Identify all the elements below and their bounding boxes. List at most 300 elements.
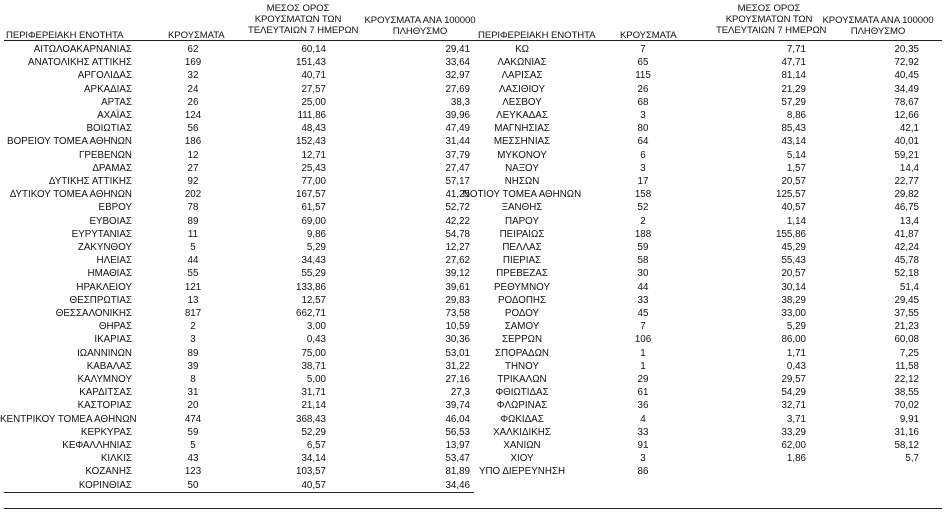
page-bottom-rule	[4, 508, 942, 509]
right-region-cell: ΦΩΚΙΔΑΣ	[500, 413, 544, 425]
right-avg-7day-cell: 32,71	[781, 400, 806, 412]
right-region-cell: ΜΕΣΣΗΝΙΑΣ	[493, 136, 551, 148]
right-avg-7day-cell: 33,00	[781, 308, 806, 319]
table-row	[0, 96, 947, 109]
left-cases-cell: 817	[184, 308, 202, 319]
right-per-100k-cell: 46,75	[894, 202, 919, 214]
left-cases-cell: 89	[187, 347, 199, 359]
right-avg-7day-cell: 57,29	[781, 96, 806, 108]
table-row	[0, 452, 947, 465]
right-cases-cell: 86	[637, 466, 649, 478]
right-per-100k-cell: 9,91	[899, 413, 919, 425]
left-table-bottom-rule	[4, 492, 474, 493]
left-cases-cell: 169	[184, 57, 202, 69]
right-header-cases: ΚΡΟΥΣΜΑΤΑ	[620, 30, 677, 41]
left-cases-cell: 123	[184, 466, 202, 478]
left-avg-7day-cell: 40,71	[301, 70, 326, 82]
right-region-cell: ΧΙΟΥ	[510, 453, 534, 465]
right-avg-7day-cell: 20,57	[781, 268, 806, 280]
right-cases-cell: 4	[640, 413, 646, 425]
right-avg-7day-cell: 1,14	[786, 215, 806, 227]
left-per-100k-cell: 81,89	[445, 466, 470, 478]
right-avg-7day-cell: 86,00	[781, 334, 806, 346]
left-per-100k-cell: 31,22	[445, 360, 470, 372]
table-row	[0, 228, 947, 241]
left-per-100k-cell: 37,79	[445, 149, 470, 161]
right-region-cell: ΝΑΞΟΥ	[505, 162, 539, 174]
right-avg-7day-cell: 1,71	[786, 347, 806, 359]
left-region-cell: ΑΧΑΪΑΣ	[97, 110, 132, 121]
left-cases-cell: 31	[187, 387, 199, 399]
table-row	[0, 386, 947, 399]
left-avg-7day-cell: 167,57	[296, 189, 326, 201]
left-cases-cell: 2	[190, 321, 196, 333]
left-per-100k-cell: 56,53	[445, 426, 470, 438]
right-per-100k-cell: 40,45	[894, 70, 919, 82]
right-cases-cell: 33	[637, 294, 649, 306]
right-region-cell: ΣΑΜΟΥ	[504, 321, 540, 333]
right-avg-7day-cell: 0,43	[786, 360, 806, 372]
left-header-avg-line1: ΜΕΣΟΣ ΟΡΟΣ	[266, 3, 330, 14]
left-cases-cell: 44	[187, 255, 199, 267]
left-avg-7day-cell: 662,71	[296, 308, 326, 319]
left-header-per-line2: ΠΛΗΘΥΣΜΟ	[392, 26, 448, 37]
left-avg-7day-cell: 103,57	[296, 466, 326, 478]
left-region-cell: ΗΜΑΘΙΑΣ	[87, 268, 132, 280]
left-per-100k-cell: 34,46	[445, 479, 470, 491]
left-avg-7day-cell: 60,14	[301, 44, 326, 55]
left-avg-7day-cell: 52,29	[301, 426, 326, 438]
left-per-100k-cell: 39,74	[445, 400, 470, 412]
table-row	[0, 307, 947, 320]
right-region-cell: ΡΟΔΟΠΗΣ	[497, 294, 547, 306]
left-region-cell: ΓΡΕΒΕΝΩΝ	[78, 149, 132, 161]
left-per-100k-cell: 39,12	[445, 268, 470, 280]
right-per-100k-cell: 7,25	[899, 347, 919, 359]
left-region-cell: ΑΡΤΑΣ	[101, 96, 132, 108]
right-cases-cell: 33	[637, 426, 649, 438]
left-region-cell: ΘΗΡΑΣ	[98, 321, 132, 333]
left-per-100k-cell: 27,62	[445, 255, 470, 267]
right-avg-7day-cell: 43,14	[781, 136, 806, 148]
right-cases-cell: 45	[637, 308, 649, 319]
left-region-cell: ΑΙΤΩΛΟΑΚΑΡΝΑΝΙΑΣ	[33, 44, 132, 55]
left-avg-7day-cell: 12,71	[301, 149, 326, 161]
left-region-cell: ΚΙΛΚΙΣ	[100, 453, 132, 465]
right-header-avg-line1: ΜΕΣΟΣ ΟΡΟΣ	[737, 3, 801, 14]
right-avg-7day-cell: 47,71	[781, 57, 806, 69]
left-region-cell: ΚΕΡΚΥΡΑΣ	[80, 426, 132, 438]
left-cases-cell: 39	[187, 360, 199, 372]
left-avg-7day-cell: 25,00	[301, 96, 326, 108]
right-region-cell: ΝΟΤΙΟΥ ΤΟΜΕΑ ΑΘΗΝΩΝ	[462, 189, 582, 201]
left-header-cases: ΚΡΟΥΣΜΑΤΑ	[168, 30, 225, 41]
right-region-cell: ΜΑΓΝΗΣΙΑΣ	[494, 123, 550, 135]
right-region-cell: ΞΑΝΘΗΣ	[501, 202, 543, 214]
left-region-cell: ΔΡΑΜΑΣ	[92, 162, 132, 174]
left-header-avg-line2: ΚΡΟΥΣΜΑΤΩΝ ΤΩΝ	[254, 14, 342, 25]
left-per-100k-cell: 41,25	[445, 189, 470, 201]
left-per-100k-cell: 29,83	[445, 294, 470, 306]
table-row	[0, 281, 947, 294]
left-region-cell: ΘΕΣΠΡΩΤΙΑΣ	[69, 294, 132, 306]
right-per-100k-cell: 52,18	[894, 268, 919, 280]
left-region-cell: ΒΟΡΕΙΟΥ ΤΟΜΕΑ ΑΘΗΝΩΝ	[7, 136, 132, 148]
right-per-100k-cell: 22,77	[894, 176, 919, 187]
right-region-cell: ΡΟΔΟΥ	[504, 308, 540, 319]
left-cases-cell: 27	[187, 162, 199, 174]
right-cases-cell: 3	[640, 162, 646, 174]
left-avg-7day-cell: 48,43	[301, 123, 326, 135]
left-per-100k-cell: 39,96	[445, 110, 470, 121]
right-cases-cell: 36	[637, 400, 649, 412]
right-cases-cell: 68	[637, 96, 649, 108]
right-per-100k-cell: 42,1	[899, 123, 919, 135]
right-cases-cell: 3	[640, 453, 646, 465]
left-avg-7day-cell: 38,71	[301, 360, 326, 372]
left-per-100k-cell: 13,97	[445, 440, 470, 451]
right-header-avg-line3: ΤΕΛΕΥΤΑΙΩΝ 7 ΗΜΕΡΩΝ	[716, 25, 827, 36]
right-avg-7day-cell: 85,43	[781, 123, 806, 135]
left-per-100k-cell: 27,47	[445, 162, 470, 174]
right-cases-cell: 44	[637, 281, 649, 293]
left-avg-7day-cell: 12,57	[301, 294, 326, 306]
left-avg-7day-cell: 133,86	[296, 281, 326, 293]
table-row	[0, 135, 947, 148]
table-row	[0, 426, 947, 439]
left-cases-cell: 8	[190, 374, 196, 385]
right-region-cell: ΤΗΝΟΥ	[505, 360, 539, 372]
right-cases-cell: 1	[640, 347, 646, 359]
right-per-100k-cell: 13,4	[899, 215, 919, 227]
right-region-cell: ΣΕΡΡΩΝ	[501, 334, 543, 346]
right-per-100k-cell: 45,78	[894, 255, 919, 267]
left-avg-7day-cell: 152,43	[296, 136, 326, 148]
right-cases-cell: 7	[640, 321, 646, 333]
left-per-100k-cell: 38,3	[450, 96, 470, 108]
left-per-100k-cell: 12,27	[445, 242, 470, 253]
left-avg-7day-cell: 69,00	[301, 215, 326, 227]
left-avg-7day-cell: 21,14	[301, 400, 326, 412]
right-per-100k-cell: 11,58	[895, 360, 919, 372]
left-per-100k-cell: 47,49	[445, 123, 470, 135]
left-per-100k-cell: 54,78	[445, 228, 470, 240]
right-per-100k-cell: 37,55	[894, 308, 919, 319]
table-row	[0, 215, 947, 228]
left-per-100k-cell: 53,01	[445, 347, 470, 359]
header-divider	[4, 40, 942, 41]
right-avg-7day-cell: 45,29	[781, 242, 806, 253]
right-cases-cell: 61	[637, 387, 649, 399]
right-per-100k-cell: 5,7	[905, 453, 919, 465]
right-cases-cell: 64	[637, 136, 649, 148]
right-cases-cell: 106	[634, 334, 652, 346]
left-region-cell: ΖΑΚΥΝΘΟΥ	[77, 242, 132, 253]
right-avg-7day-cell: 20,57	[781, 176, 806, 187]
right-per-100k-cell: 14,4	[899, 162, 919, 174]
left-per-100k-cell: 33,64	[445, 57, 470, 69]
left-header-avg-line3: ΤΕΛΕΥΤΑΙΩΝ 7 ΗΜΕΡΩΝ	[248, 25, 359, 36]
right-per-100k-cell: 78,67	[894, 96, 919, 108]
right-region-cell: ΠΑΡΟΥ	[505, 215, 539, 227]
table-row	[0, 162, 947, 175]
right-avg-7day-cell: 125,57	[776, 189, 806, 201]
left-per-100k-cell: 39,61	[445, 281, 470, 293]
table-row	[0, 465, 947, 478]
table-row	[0, 333, 947, 346]
left-avg-7day-cell: 0,43	[306, 334, 326, 346]
left-avg-7day-cell: 34,14	[301, 453, 326, 465]
right-per-100k-cell: 59,21	[894, 149, 919, 161]
left-per-100k-cell: 31,44	[445, 136, 470, 148]
right-region-cell: ΧΑΛΚΙΔΙΚΗΣ	[493, 426, 551, 438]
left-per-100k-cell: 27,3	[450, 387, 470, 399]
left-avg-7day-cell: 111,86	[297, 110, 326, 121]
left-header-region: ΠΕΡΙΦΕΡΕΙΑΚΗ ΕΝΟΤΗΤΑ	[6, 30, 124, 41]
left-region-cell: ΔΥΤΙΚΗΣ ΑΤΤΙΚΗΣ	[48, 176, 132, 187]
table-row	[0, 241, 947, 254]
right-per-100k-cell: 60,08	[894, 334, 919, 346]
left-cases-cell: 32	[187, 70, 199, 82]
left-header-per-line1: ΚΡΟΥΣΜΑΤΑ ΑΝΑ 100000	[364, 15, 476, 26]
left-cases-cell: 5	[190, 242, 196, 253]
table-row	[0, 175, 947, 188]
right-cases-cell: 6	[640, 149, 646, 161]
table-row	[0, 122, 947, 135]
right-avg-7day-cell: 33,29	[781, 426, 806, 438]
right-avg-7day-cell: 54,29	[781, 387, 806, 399]
right-per-100k-cell: 29,82	[894, 189, 919, 201]
left-per-100k-cell: 30,36	[445, 334, 470, 346]
left-per-100k-cell: 10,59	[445, 321, 470, 333]
left-cases-cell: 24	[187, 83, 199, 95]
right-cases-cell: 91	[637, 440, 649, 451]
left-avg-7day-cell: 151,43	[296, 57, 326, 69]
left-cases-cell: 3	[190, 334, 196, 346]
right-region-cell: ΛΕΥΚΑΔΑΣ	[496, 110, 548, 121]
left-cases-cell: 62	[187, 44, 199, 55]
left-per-100k-cell: 42,22	[445, 215, 470, 227]
right-region-cell: ΠΡΕΒΕΖΑΣ	[496, 268, 548, 280]
left-region-cell: ΚΟΖΑΝΗΣ	[85, 466, 132, 478]
left-avg-7day-cell: 5,29	[306, 242, 326, 253]
right-header-per-line2: ΠΛΗΘΥΣΜΟ	[850, 26, 906, 37]
left-avg-7day-cell: 61,57	[301, 202, 326, 214]
left-region-cell: ΙΚΑΡΙΑΣ	[94, 334, 132, 346]
table-row	[0, 413, 947, 426]
left-cases-cell: 5	[190, 440, 196, 451]
right-per-100k-cell: 31,16	[894, 426, 919, 438]
left-per-100k-cell: 73,58	[445, 308, 470, 319]
right-per-100k-cell: 12,66	[894, 110, 919, 121]
right-per-100k-cell: 20,35	[894, 44, 919, 55]
left-region-cell: ΗΡΑΚΛΕΙΟΥ	[76, 281, 132, 293]
table-row	[0, 373, 947, 386]
left-per-100k-cell: 29,41	[445, 44, 470, 55]
table-row	[0, 254, 947, 267]
table-row	[0, 294, 947, 307]
right-avg-7day-cell: 1,86	[786, 453, 806, 465]
left-avg-7day-cell: 55,29	[301, 268, 326, 280]
left-region-cell: ΚΑΒΑΛΑΣ	[86, 360, 132, 372]
left-cases-cell: 26	[187, 96, 199, 108]
right-region-cell: ΛΑΚΩΝΙΑΣ	[497, 57, 547, 69]
right-per-100k-cell: 38,55	[894, 387, 919, 399]
left-region-cell: ΔΥΤΙΚΟΥ ΤΟΜΕΑ ΑΘΗΝΩΝ	[9, 189, 132, 201]
table-row	[0, 109, 947, 122]
right-per-100k-cell: 34,49	[894, 83, 919, 95]
left-cases-cell: 92	[187, 176, 199, 187]
right-region-cell: ΥΠΟ ΔΙΕΡΕΥΝΗΣΗ	[478, 466, 566, 478]
right-region-cell: ΠΕΛΛΑΣ	[502, 242, 542, 253]
right-avg-7day-cell: 5,29	[786, 321, 806, 333]
right-cases-cell: 26	[637, 83, 649, 95]
right-region-cell: ΡΕΘΥΜΝΟΥ	[494, 281, 550, 293]
right-per-100k-cell: 29,45	[894, 294, 919, 306]
left-per-100k-cell: 46,04	[445, 413, 470, 425]
left-cases-cell: 474	[184, 413, 202, 425]
left-per-100k-cell: 27,69	[445, 83, 470, 95]
right-per-100k-cell: 40,01	[894, 136, 919, 148]
right-header-region: ΠΕΡΙΦΕΡΕΙΑΚΗ ΕΝΟΤΗΤΑ	[478, 30, 596, 41]
left-cases-cell: 124	[184, 110, 202, 121]
right-avg-7day-cell: 1,57	[786, 162, 806, 174]
right-avg-7day-cell: 155,86	[776, 228, 806, 240]
right-per-100k-cell: 51,4	[899, 281, 919, 293]
right-per-100k-cell: 70,02	[894, 400, 919, 412]
right-cases-cell: 115	[635, 70, 651, 82]
right-region-cell: ΧΑΝΙΩΝ	[503, 440, 541, 451]
right-avg-7day-cell: 81,14	[781, 70, 806, 82]
right-cases-cell: 59	[637, 242, 649, 253]
left-per-100k-cell: 52,72	[445, 202, 470, 214]
table-row	[0, 479, 947, 492]
table-row	[0, 399, 947, 412]
left-cases-cell: 186	[184, 136, 202, 148]
left-region-cell: ΚΕΦΑΛΛΗΝΙΑΣ	[62, 440, 132, 451]
right-region-cell: ΤΡΙΚΑΛΩΝ	[497, 374, 547, 385]
left-per-100k-cell: 32,97	[445, 70, 470, 82]
table-row	[0, 347, 947, 360]
left-region-cell: ΙΩΑΝΝΙΝΩΝ	[77, 347, 132, 359]
right-avg-7day-cell: 40,57	[781, 202, 806, 214]
right-cases-cell: 7	[640, 44, 646, 55]
table-row	[0, 320, 947, 333]
right-cases-cell: 158	[634, 189, 652, 201]
right-avg-7day-cell: 21,29	[781, 83, 806, 95]
left-region-cell: ΕΒΡΟΥ	[98, 202, 132, 214]
right-avg-7day-cell: 7,71	[786, 44, 806, 55]
right-per-100k-cell: 58,12	[894, 440, 919, 451]
right-cases-cell: 65	[637, 57, 649, 69]
table-row	[0, 149, 947, 162]
left-cases-cell: 43	[187, 453, 199, 465]
left-cases-cell: 121	[184, 281, 202, 293]
right-header-avg-line2: ΚΡΟΥΣΜΑΤΩΝ ΤΩΝ	[725, 14, 813, 25]
left-avg-7day-cell: 368,43	[296, 413, 326, 425]
left-region-cell: ΘΕΣΣΑΛΟΝΙΚΗΣ	[55, 308, 132, 319]
left-avg-7day-cell: 5,00	[306, 374, 326, 385]
right-avg-7day-cell: 29,57	[781, 374, 806, 385]
right-region-cell: ΠΙΕΡΙΑΣ	[502, 255, 542, 267]
table-row	[0, 69, 947, 82]
left-cases-cell: 13	[187, 294, 199, 306]
right-avg-7day-cell: 5,14	[786, 149, 806, 161]
right-per-100k-cell: 72,92	[894, 57, 919, 69]
left-cases-cell: 20	[187, 400, 199, 412]
left-per-100k-cell: 53,47	[445, 453, 470, 465]
table-row	[0, 201, 947, 214]
left-per-100k-cell: 57,17	[445, 176, 470, 187]
right-avg-7day-cell: 38,29	[781, 294, 806, 306]
right-cases-cell: 3	[640, 110, 646, 121]
table-row	[0, 439, 947, 452]
left-avg-7day-cell: 6,57	[306, 440, 326, 451]
right-cases-cell: 29	[637, 374, 649, 385]
left-avg-7day-cell: 3,00	[306, 321, 326, 333]
left-region-cell: ΑΡΚΑΔΙΑΣ	[84, 83, 132, 95]
right-per-100k-cell: 41,87	[894, 228, 919, 240]
right-region-cell: ΦΘΙΩΤΙΔΑΣ	[495, 387, 549, 399]
left-cases-cell: 202	[184, 189, 202, 201]
right-cases-cell: 30	[637, 268, 649, 280]
left-region-cell: ΗΛΕΙΑΣ	[96, 255, 132, 267]
left-cases-cell: 56	[187, 123, 199, 135]
right-region-cell: ΣΠΟΡΑΔΩΝ	[494, 347, 550, 359]
left-region-cell: ΑΝΑΤΟΛΙΚΗΣ ΑΤΤΙΚΗΣ	[28, 57, 132, 69]
left-avg-7day-cell: 40,57	[301, 479, 326, 491]
left-cases-cell: 78	[187, 202, 199, 214]
left-region-cell: ΕΥΡΥΤΑΝΙΑΣ	[71, 228, 132, 240]
right-region-cell: ΛΑΡΙΣΑΣ	[501, 70, 543, 82]
left-region-cell: ΒΟΙΩΤΙΑΣ	[86, 123, 132, 135]
left-cases-cell: 89	[187, 215, 199, 227]
left-avg-7day-cell: 77,00	[301, 176, 326, 187]
left-region-cell: ΚΟΡΙΝΘΙΑΣ	[78, 479, 132, 491]
table-row	[0, 43, 947, 56]
right-per-100k-cell: 21,23	[894, 321, 919, 333]
right-region-cell: ΝΗΣΩΝ	[504, 176, 540, 187]
right-avg-7day-cell: 3,71	[786, 413, 806, 425]
right-region-cell: ΛΑΣΙΘΙΟΥ	[498, 83, 546, 95]
table-row	[0, 56, 947, 69]
left-avg-7day-cell: 27,57	[301, 83, 326, 95]
right-avg-7day-cell: 8,86	[786, 110, 806, 121]
left-region-cell: ΚΑΛΥΜΝΟΥ	[77, 374, 132, 385]
right-per-100k-cell: 22,12	[894, 374, 919, 385]
right-cases-cell: 58	[637, 255, 649, 267]
right-cases-cell: 80	[637, 123, 649, 135]
left-avg-7day-cell: 34,43	[301, 255, 326, 267]
right-per-100k-cell: 42,24	[894, 242, 919, 253]
right-cases-cell: 188	[634, 228, 652, 240]
right-region-cell: ΜΥΚΟΝΟΥ	[497, 149, 547, 161]
right-region-cell: ΛΕΣΒΟΥ	[502, 96, 542, 108]
left-per-100k-cell: 27,16	[445, 374, 470, 385]
left-avg-7day-cell: 75,00	[301, 347, 326, 359]
table-row	[0, 188, 947, 201]
table-row	[0, 83, 947, 96]
right-avg-7day-cell: 30,14	[781, 281, 806, 293]
right-cases-cell: 2	[640, 215, 646, 227]
table-row	[0, 360, 947, 373]
right-header-per-line1: ΚΡΟΥΣΜΑΤΑ ΑΝΑ 100000	[822, 15, 934, 26]
left-avg-7day-cell: 25,43	[301, 162, 326, 174]
right-avg-7day-cell: 62,00	[781, 440, 806, 451]
right-avg-7day-cell: 55,43	[781, 255, 806, 267]
left-avg-7day-cell: 31,71	[301, 387, 326, 399]
left-cases-cell: 11	[187, 228, 199, 240]
